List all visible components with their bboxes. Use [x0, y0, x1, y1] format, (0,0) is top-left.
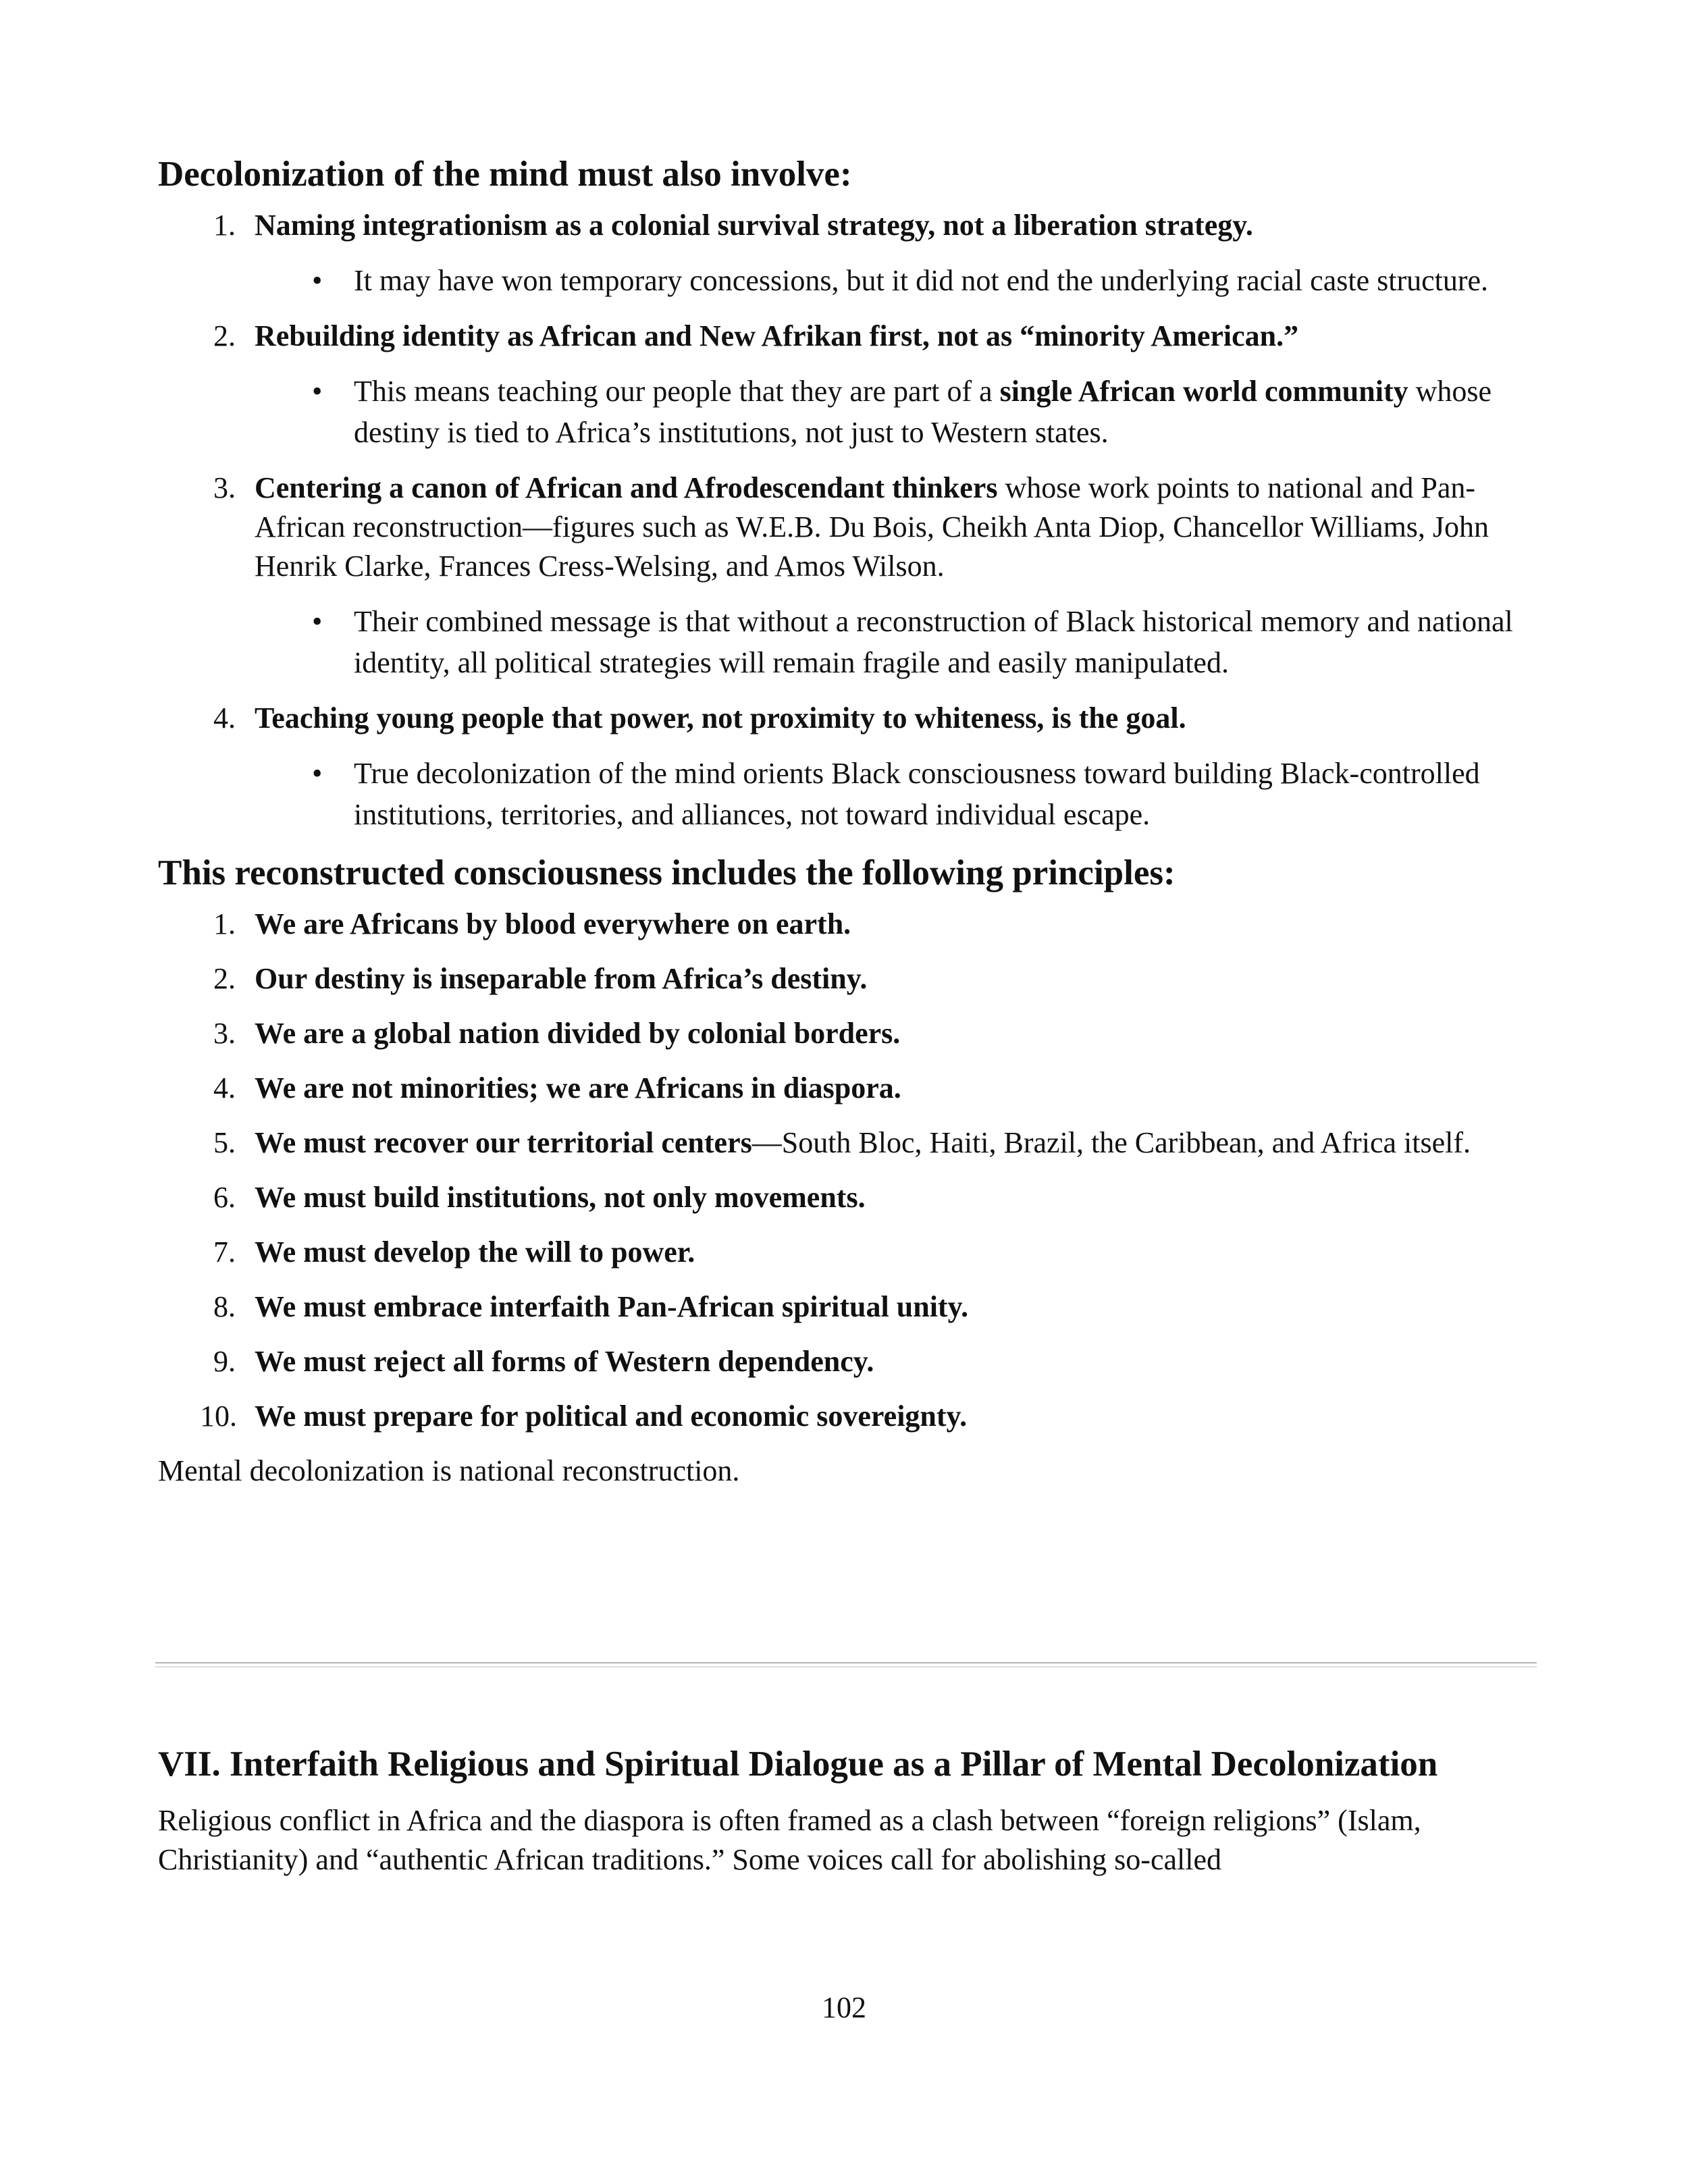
principle-lead: Our destiny is inseparable from Africa’s destiny.: [255, 962, 868, 995]
sub-bullets: [255, 753, 1535, 835]
decolonization-item-4: [158, 699, 1535, 835]
sub-bullet: [255, 260, 1535, 301]
principle-lead: We must prepare for political and economic sovereignty.: [255, 1400, 968, 1433]
principle-item: [158, 1014, 1535, 1053]
bullet-text: True decolonization of the mind orients Black consciousness toward building Black-controlled institutions, territories, and alliances, not toward individual escape.: [354, 757, 1480, 831]
horizontal-divider: [155, 1662, 1537, 1668]
section-vii-heading: VII. Interfaith Religious and Spiritual Dialogue as a Pillar of Mental Decolonization: [158, 1744, 1438, 1784]
bullet-text: This means teaching our people that they are part of a: [354, 375, 1000, 408]
bullet-text-end: whose destiny is tied to Africa’s institutions, not just to Western states.: [354, 375, 1492, 449]
decolonization-heading: Decolonization of the mind must also involve:: [158, 155, 852, 194]
bullet-icon: •: [312, 605, 323, 638]
principle-item: [158, 1397, 1535, 1436]
bullet-icon: •: [312, 757, 323, 790]
principle-lead: We must build institutions, not only movements.: [255, 1181, 866, 1214]
item-lead: Naming integrationism as a colonial survival strategy, not a liberation strategy.: [255, 209, 1253, 242]
bullet-text: Their combined message is that without a reconstruction of Black historical memory and national identity, all political strategies will remain fragile and easily manipulated.: [354, 605, 1513, 679]
decolonization-item-1: [158, 206, 1535, 301]
list-number: 1.: [213, 209, 236, 242]
list-number: 2.: [213, 962, 236, 995]
list-number: 10.: [200, 1400, 237, 1433]
list-number: 3.: [213, 471, 236, 504]
sub-bullet: [255, 601, 1535, 683]
principle-item: [158, 1287, 1535, 1327]
sub-bullets: [255, 260, 1535, 301]
sub-bullet: [255, 753, 1535, 835]
decolonization-item-2: [158, 317, 1535, 453]
principle-item: [158, 1123, 1535, 1163]
principle-item: [158, 905, 1535, 944]
sub-bullets: [255, 371, 1535, 453]
sub-bullets: [255, 601, 1535, 683]
principle-lead: We are a global nation divided by colonial borders.: [255, 1017, 901, 1050]
item-lead: Rebuilding identity as African and New Afrikan first, not as “minority American.”: [255, 319, 1299, 352]
bullet-icon: •: [312, 264, 323, 297]
list-number: 4.: [213, 1071, 236, 1104]
item-lead: Teaching young people that power, not proximity to whiteness, is the goal.: [255, 701, 1186, 735]
list-number: 8.: [213, 1290, 236, 1323]
page-number: 102: [822, 1991, 866, 2024]
principle-item: [158, 959, 1535, 998]
principle-item: [158, 1178, 1535, 1217]
item-text: whose work points to national and Pan-African reconstruction—figures such as W.E.B. Du Bois, Cheikh Anta Diop, Chancellor Williams, John Henrik Clarke, Frances Cress-Welsing, and Amos Wilson.: [255, 471, 1489, 583]
principles-list: [158, 905, 1535, 1436]
principles-heading: This reconstructed consciousness includes the following principles:: [158, 853, 1176, 893]
principle-lead: We must embrace interfaith Pan-African spiritual unity.: [255, 1290, 969, 1323]
section-vii: [158, 1742, 1535, 1880]
list-number: 4.: [213, 701, 236, 735]
page-content: [158, 152, 1535, 1491]
principle-item: [158, 1069, 1535, 1108]
principle-text: —South Bloc, Haiti, Brazil, the Caribbean, and Africa itself.: [751, 1126, 1471, 1159]
list-number: 7.: [213, 1235, 236, 1269]
principle-lead: We must develop the will to power.: [255, 1235, 695, 1269]
closing-line: Mental decolonization is national reconstruction.: [158, 1454, 740, 1487]
list-number: 3.: [213, 1017, 236, 1050]
bullet-icon: •: [312, 375, 323, 408]
list-number: 9.: [213, 1345, 236, 1378]
bullet-text: It may have won temporary concessions, but it did not end the underlying racial caste structure.: [354, 264, 1489, 297]
principle-lead: We are Africans by blood everywhere on earth.: [255, 907, 851, 940]
list-number: 2.: [213, 319, 236, 352]
principle-lead: We are not minorities; we are Africans in diaspora.: [255, 1071, 901, 1104]
sub-bullet: [255, 371, 1535, 453]
item-lead: Centering a canon of African and Afrodescendant thinkers: [255, 471, 998, 504]
list-number: 6.: [213, 1181, 236, 1214]
principle-lead: We must reject all forms of Western dependency.: [255, 1345, 874, 1378]
decolonization-item-3: [158, 469, 1535, 683]
section-vii-paragraph: Religious conflict in Africa and the diaspora is often framed as a clash between “foreign religions” (Islam, Christianity) and “authentic African traditions.” Some voices call for abolishing so-called: [158, 1804, 1421, 1876]
decolonization-list: [158, 206, 1535, 835]
bullet-bold-text: single African world community: [999, 375, 1408, 408]
principle-lead: We must recover our territorial centers: [255, 1126, 752, 1159]
list-number: 1.: [213, 907, 236, 940]
principle-item: [158, 1233, 1535, 1272]
principle-item: [158, 1342, 1535, 1381]
list-number: 5.: [213, 1126, 236, 1159]
